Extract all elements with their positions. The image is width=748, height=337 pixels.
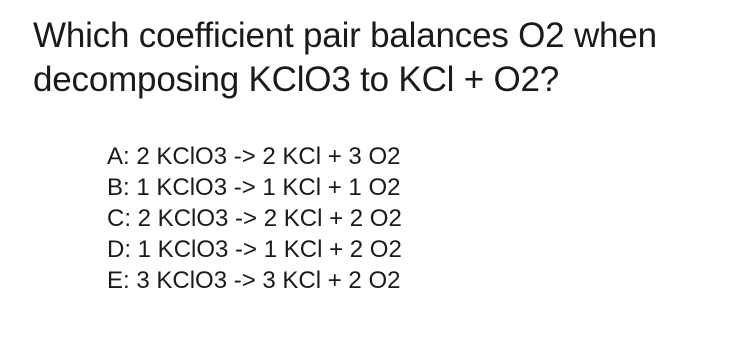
answer-option-e: E: 3 KClO3 -> 3 KCl + 2 O2 xyxy=(107,267,401,294)
answer-options-list xyxy=(107,141,402,296)
answer-option-b: B: 1 KClO3 -> 1 KCl + 1 O2 xyxy=(107,174,401,201)
answer-option-c: C: 2 KClO3 -> 2 KCl + 2 O2 xyxy=(107,205,402,232)
question-text xyxy=(33,14,743,102)
answer-option-d: D: 1 KClO3 -> 1 KCl + 2 O2 xyxy=(107,236,402,263)
question-line-2: decomposing KClO3 to KCl + O2? xyxy=(33,60,560,99)
answer-option-a: A: 2 KClO3 -> 2 KCl + 3 O2 xyxy=(107,143,401,170)
question-line-1: Which coefficient pair balances O2 when xyxy=(33,16,657,55)
